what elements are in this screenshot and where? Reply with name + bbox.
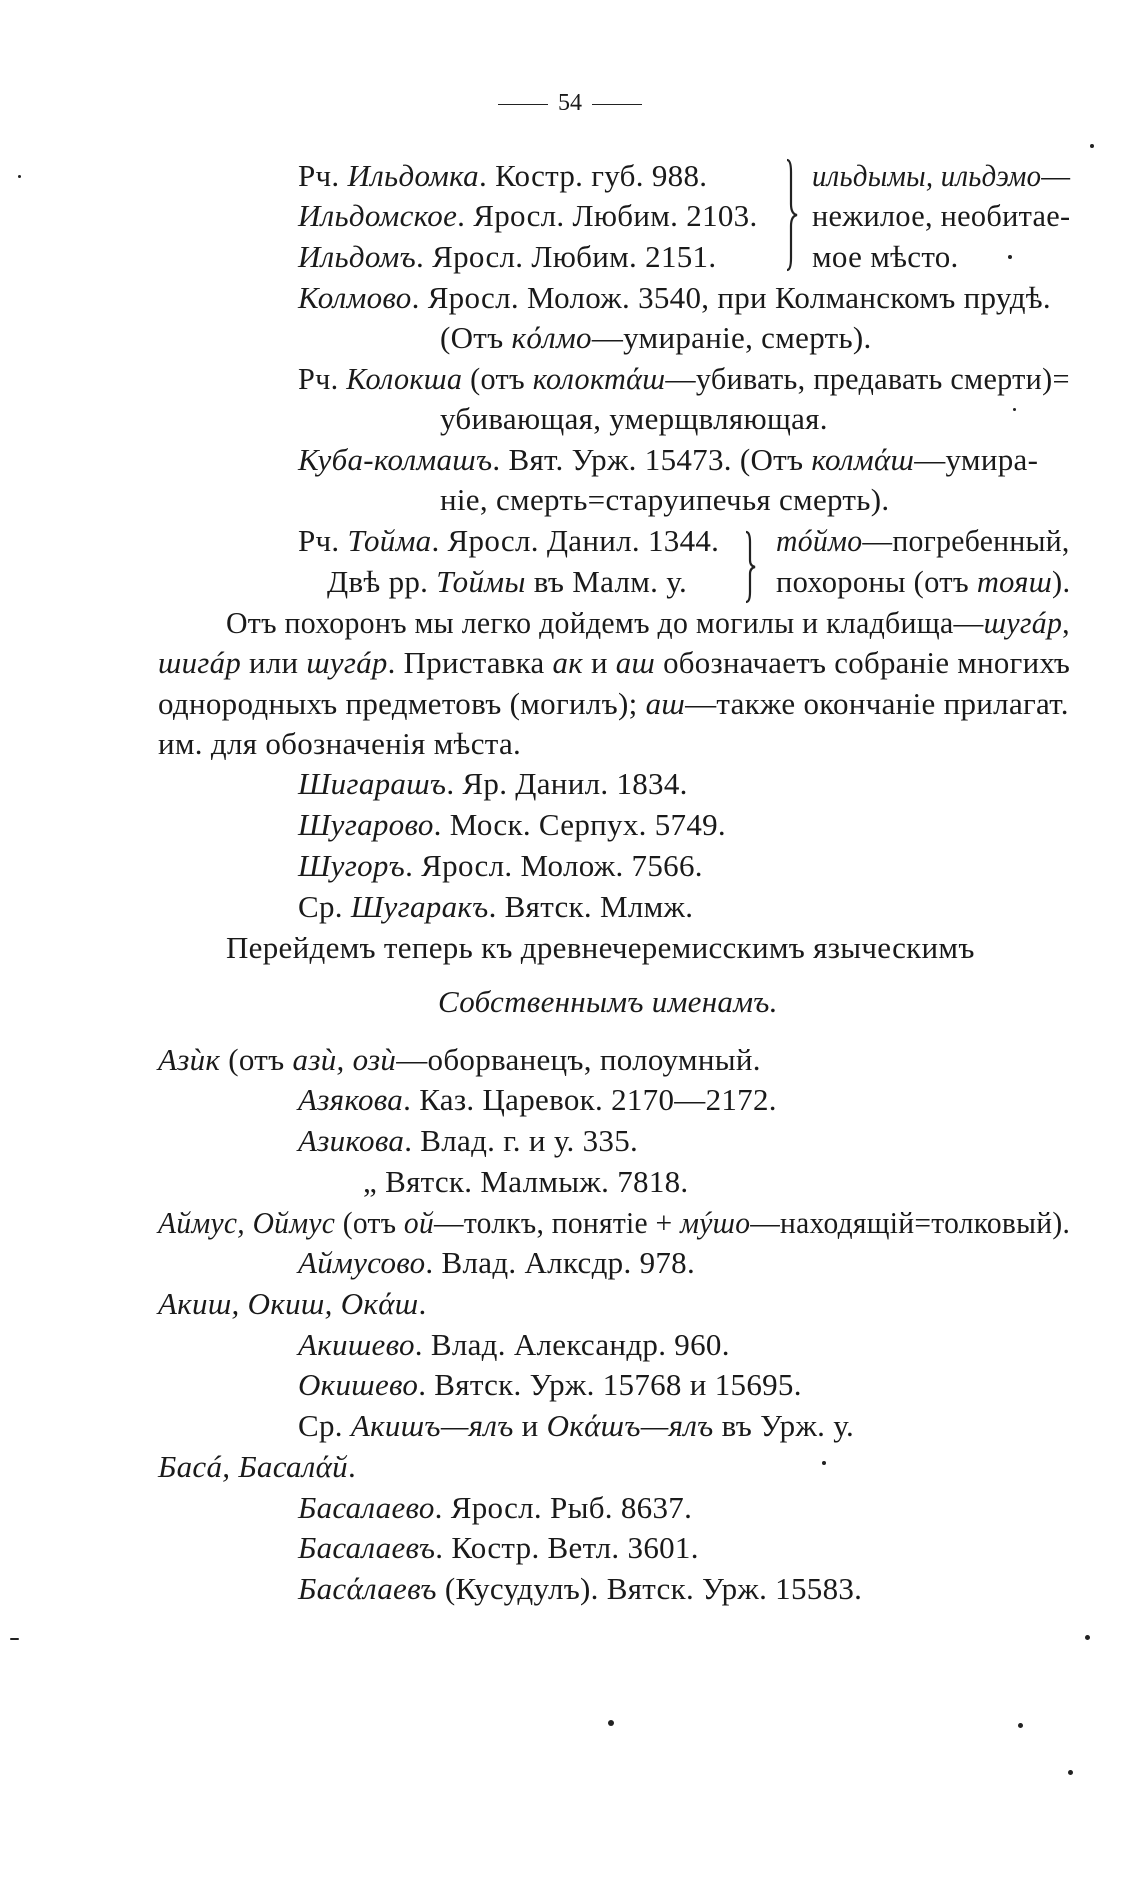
text-run: , bbox=[1062, 605, 1070, 640]
text-run: нiе, смерть=старуипечья смерть). bbox=[440, 482, 890, 517]
text-line bbox=[298, 887, 693, 927]
italic-term: кόлмо bbox=[511, 320, 592, 355]
text-line bbox=[298, 278, 1051, 318]
text-run: Рч. bbox=[298, 361, 347, 396]
italic-term: Акиш, Окиш, Окάш bbox=[158, 1286, 419, 1321]
text-run: им. для обозначенiя мѣста. bbox=[158, 726, 522, 761]
italic-term: Ильдомское bbox=[298, 198, 458, 233]
text-run: . Моск. Серпух. 5749. bbox=[433, 807, 726, 842]
italic-term: тояш bbox=[976, 564, 1053, 599]
text-line bbox=[158, 1203, 1070, 1243]
text-line bbox=[298, 1488, 692, 1528]
text-run: „ Вятск. Малмыж. 7818. bbox=[363, 1164, 689, 1199]
text-run: —погребенный, bbox=[862, 523, 1070, 558]
text-run: . Вятск. Урж. 15768 и 15695. bbox=[418, 1367, 802, 1402]
text-run: (отъ bbox=[462, 361, 533, 396]
italic-term: Шугаракъ bbox=[350, 889, 489, 924]
text-line bbox=[776, 521, 1070, 561]
text-line bbox=[440, 480, 889, 520]
text-run: —также окончанiе прилагат. bbox=[685, 686, 1069, 721]
italic-term: аш bbox=[645, 686, 686, 721]
text-run: Ср. bbox=[298, 889, 351, 924]
text-run: Рч. bbox=[298, 158, 348, 193]
text-run: ). bbox=[1052, 564, 1071, 599]
text-run: . bbox=[418, 1286, 427, 1321]
text-line bbox=[158, 1040, 761, 1080]
text-line bbox=[158, 724, 521, 764]
page-number-dash-left bbox=[498, 104, 548, 105]
page-number-text: 54 bbox=[558, 90, 582, 116]
text-line bbox=[298, 846, 703, 886]
text-run: . Яросл. Молож. 3540, при Колманскомъ прудѣ. bbox=[411, 280, 1051, 315]
italic-term: шугáр bbox=[306, 645, 388, 680]
text-line bbox=[158, 684, 1069, 724]
text-run: . Вятск. Млмж. bbox=[488, 889, 694, 924]
text-run: Перейдемъ теперь къ древнечеремисскимъ языческимъ bbox=[226, 930, 975, 965]
text-run: . Каз. Царевок. 2170—2172. bbox=[403, 1082, 777, 1117]
speck bbox=[1008, 255, 1012, 259]
text-run: — bbox=[1041, 158, 1071, 193]
brace-block1 bbox=[783, 158, 801, 272]
italic-term: Азикова bbox=[298, 1123, 405, 1158]
italic-term: аш bbox=[615, 645, 656, 680]
text-run: и bbox=[513, 1408, 547, 1443]
italic-term: ой bbox=[403, 1205, 435, 1240]
italic-term: Колмово bbox=[298, 280, 412, 315]
text-run: —умиранiе, смерть). bbox=[591, 320, 872, 355]
text-line bbox=[298, 440, 1038, 480]
text-run: (отъ bbox=[335, 1205, 404, 1240]
italic-term: Окάшъ—ялъ bbox=[546, 1408, 714, 1443]
italic-term: Азѝк bbox=[158, 1042, 221, 1077]
text-run: . Влад. Алксдр. 978. bbox=[425, 1245, 696, 1280]
text-run: . Костр. Ветл. 3601. bbox=[435, 1530, 699, 1565]
text-run: обозначаетъ собранiе многихъ bbox=[655, 645, 1071, 680]
italic-term: Шигарашъ bbox=[298, 766, 447, 801]
text-run: —находящiй=толковый). bbox=[750, 1205, 1071, 1240]
italic-term: Азякова bbox=[298, 1082, 404, 1117]
text-run: или bbox=[241, 645, 307, 680]
text-run: (Кусудулъ). Вятск. Урж. 15583. bbox=[436, 1571, 863, 1606]
text-run: . Костр. губ. 988. bbox=[478, 158, 708, 193]
section-heading: Собственнымъ именамъ. bbox=[438, 984, 778, 1019]
text-line bbox=[812, 237, 959, 277]
text-line bbox=[327, 562, 687, 602]
italic-term: Шугарово bbox=[298, 807, 434, 842]
text-line bbox=[440, 399, 828, 439]
text-run: . Приставка bbox=[387, 645, 553, 680]
italic-term: мýшо bbox=[680, 1205, 751, 1240]
italic-term: тóймо bbox=[776, 523, 863, 558]
text-line bbox=[812, 196, 1070, 236]
text-line bbox=[298, 196, 758, 236]
italic-term: Басалаевъ bbox=[298, 1530, 436, 1565]
brace-block2 bbox=[742, 530, 758, 604]
text-run: мое мѣсто. bbox=[812, 239, 959, 274]
text-run: . Яр. Данил. 1834. bbox=[446, 766, 688, 801]
text-line bbox=[298, 764, 688, 804]
text-line bbox=[812, 156, 1070, 196]
text-run: Ср. bbox=[298, 1408, 351, 1443]
text-line bbox=[158, 1447, 356, 1487]
text-line bbox=[298, 1325, 730, 1365]
text-run: . Вят. Урж. 15473. (Отъ bbox=[492, 442, 812, 477]
text-line bbox=[363, 1162, 688, 1202]
italic-term: ак bbox=[552, 645, 583, 680]
text-line bbox=[440, 318, 872, 358]
italic-term: шигáр bbox=[158, 645, 242, 680]
text-run: однородныхъ предметовъ (могилъ); bbox=[158, 686, 646, 721]
text-run: Отъ похоронъ мы легко дойдемъ до могилы и кладбища— bbox=[226, 605, 984, 640]
text-line bbox=[298, 1406, 854, 1446]
italic-term: колмάш bbox=[811, 442, 915, 477]
text-run: —оборванецъ, полоумный. bbox=[396, 1042, 761, 1077]
italic-term: Акишъ—ялъ bbox=[350, 1408, 514, 1443]
text-run: . Яросл. Молож. 7566. bbox=[405, 848, 703, 883]
text-line bbox=[776, 562, 1070, 602]
text-line bbox=[298, 521, 719, 561]
speck bbox=[1018, 1723, 1023, 1728]
text-run: —толкъ, понятiе + bbox=[434, 1205, 681, 1240]
italic-term: азѝ, озѝ bbox=[292, 1042, 397, 1077]
text-line bbox=[226, 603, 1070, 643]
text-run: въ Урж. у. bbox=[713, 1408, 855, 1443]
text-run: и bbox=[582, 645, 616, 680]
text-line bbox=[226, 928, 975, 968]
text-line bbox=[298, 1121, 638, 1161]
text-run: . Влад. Александр. 960. bbox=[414, 1327, 730, 1362]
text-line bbox=[298, 1243, 695, 1283]
italic-term: Тойма bbox=[347, 523, 432, 558]
text-run: . Яросл. Любим. 2103. bbox=[457, 198, 758, 233]
speck bbox=[1085, 1635, 1090, 1640]
text-run: —умира- bbox=[914, 442, 1039, 477]
text-line bbox=[298, 237, 716, 277]
italic-term: Ильдомка bbox=[347, 158, 479, 193]
text-run: . bbox=[347, 1449, 357, 1484]
text-run: въ Малм. у. bbox=[525, 564, 687, 599]
text-run: . Яросл. Рыб. 8637. bbox=[434, 1490, 693, 1525]
text-run: . Яросл. Любим. 2151. bbox=[416, 239, 717, 274]
italic-term: Басάлаевъ bbox=[298, 1571, 437, 1606]
text-run: (отъ bbox=[220, 1042, 293, 1077]
text-run: Рч. bbox=[298, 523, 348, 558]
text-line bbox=[298, 1569, 862, 1609]
speck bbox=[10, 1638, 19, 1640]
page-number-dash-right bbox=[592, 104, 642, 105]
italic-term: Шугоръ bbox=[298, 848, 406, 883]
italic-term: Басалаево bbox=[298, 1490, 435, 1525]
italic-term: Акишево bbox=[298, 1327, 415, 1362]
italic-term: Куба-колмашъ bbox=[298, 442, 493, 477]
page-number bbox=[0, 90, 1140, 117]
speck bbox=[18, 175, 21, 178]
text-line bbox=[298, 1365, 802, 1405]
speck bbox=[1068, 1770, 1073, 1775]
italic-term: Аймус, Оймус bbox=[158, 1205, 336, 1240]
text-run: . Яросл. Данил. 1344. bbox=[431, 523, 720, 558]
italic-term: Ильдомъ bbox=[298, 239, 416, 274]
italic-term: колоктάш bbox=[532, 361, 666, 396]
speck bbox=[822, 1461, 826, 1465]
italic-term: Колокша bbox=[346, 361, 463, 396]
speck bbox=[1090, 144, 1094, 148]
italic-term: Басá, Басалάй bbox=[158, 1449, 348, 1484]
text-run: нежилое, необитае- bbox=[812, 198, 1071, 233]
text-run: . Влад. г. и у. 335. bbox=[404, 1123, 639, 1158]
text-line bbox=[158, 643, 1070, 683]
speck bbox=[608, 1720, 614, 1726]
text-line bbox=[298, 1080, 777, 1120]
text-line bbox=[298, 359, 1070, 399]
text-line bbox=[298, 805, 726, 845]
text-run: похороны (отъ bbox=[776, 564, 977, 599]
text-run: (Отъ bbox=[440, 320, 512, 355]
text-run: Двѣ рр. bbox=[327, 564, 437, 599]
text-run: —убивать, предавать смерти)= bbox=[665, 361, 1070, 396]
text-line bbox=[298, 1528, 699, 1568]
italic-term: Аймусово bbox=[298, 1245, 426, 1280]
italic-term: шугáр bbox=[983, 605, 1063, 640]
italic-term: Тоймы bbox=[436, 564, 526, 599]
italic-term: Окишево bbox=[298, 1367, 419, 1402]
text-run: убивающая, умерщвляющая. bbox=[440, 401, 828, 436]
italic-term: ильдымы, ильдэмо bbox=[812, 158, 1042, 193]
speck bbox=[1013, 408, 1016, 411]
text-line bbox=[298, 156, 707, 196]
text-line bbox=[158, 1284, 427, 1324]
